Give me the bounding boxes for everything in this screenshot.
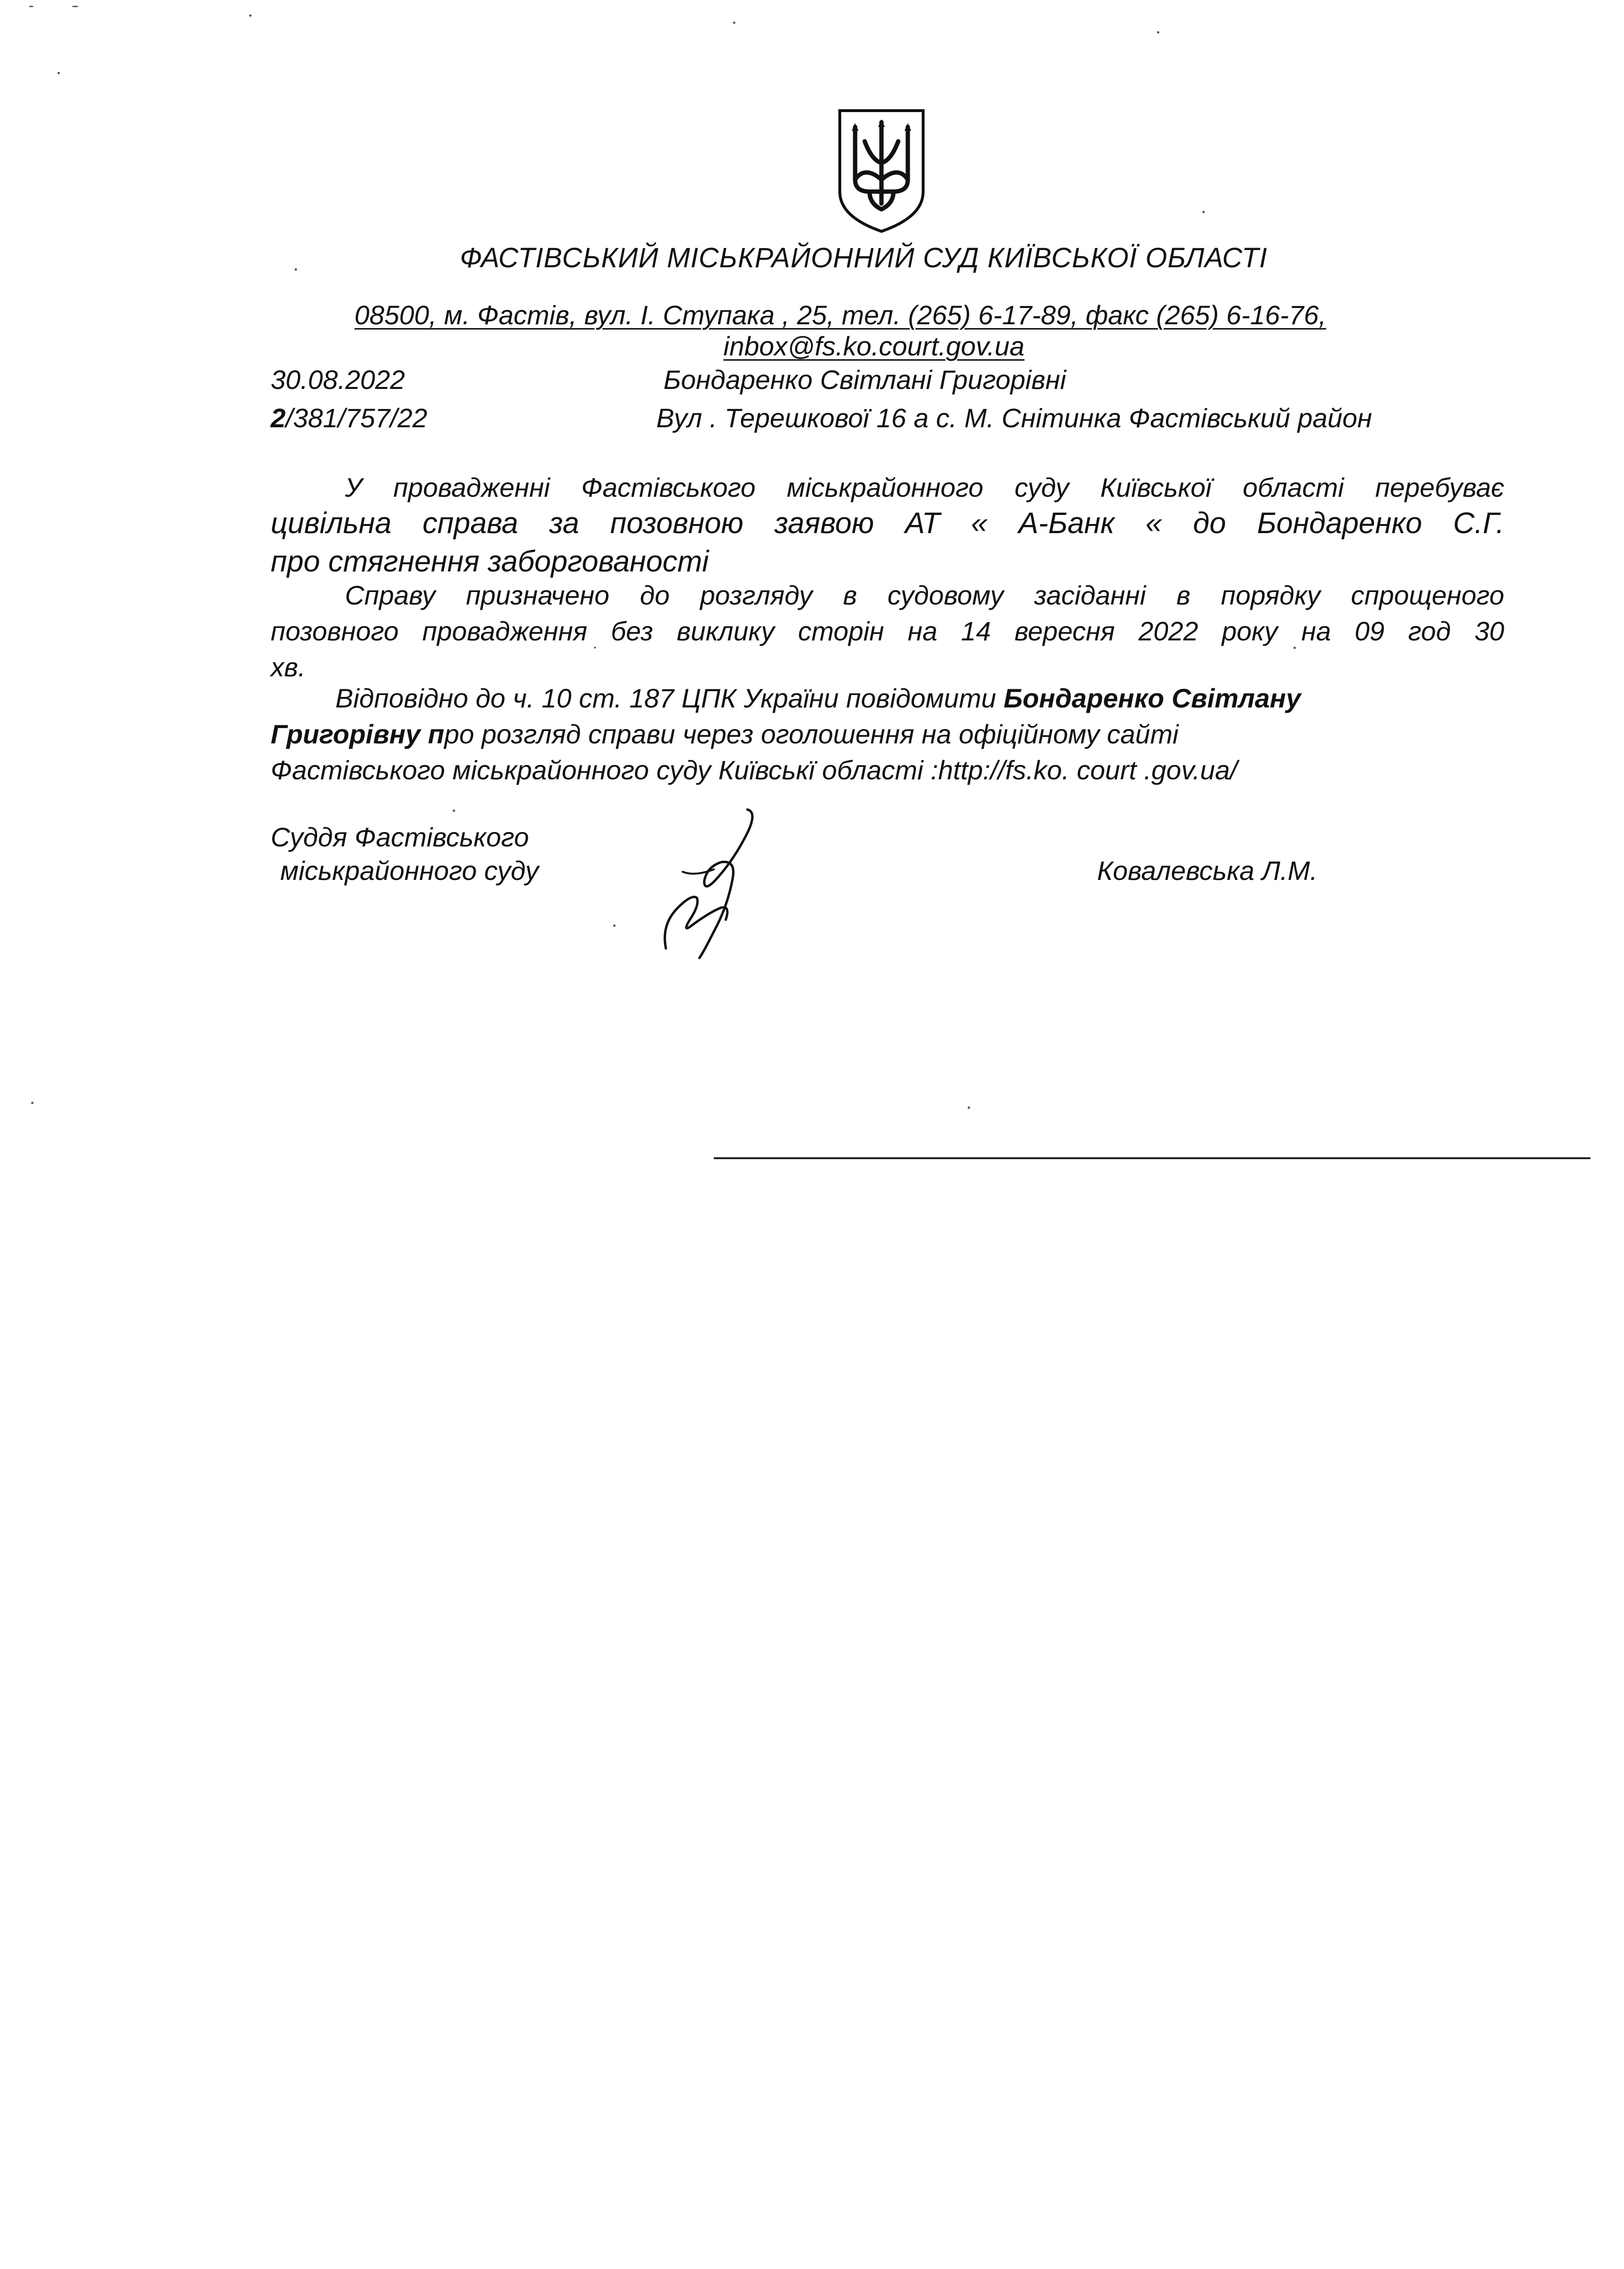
scan-speck xyxy=(733,22,735,24)
document-date: 30.08.2022 xyxy=(271,365,405,395)
case-reference-prefix: 2 xyxy=(271,403,286,433)
scan-speck xyxy=(1202,211,1205,213)
notified-person-patronymic: Григорівну п xyxy=(271,719,445,749)
scan-speck xyxy=(31,1102,34,1104)
paragraph-3-line-2 xyxy=(271,718,1178,750)
notified-person-surname: Бондаренко Світлану xyxy=(1003,683,1301,713)
paragraph-3-line-1 xyxy=(335,683,1301,714)
scan-speck xyxy=(613,924,616,927)
scan-speck xyxy=(57,72,60,74)
paragraph-3-line-1-text: Відповідно до ч. 10 ст. 187 ЦПК України повідомити xyxy=(335,683,1004,713)
recipient-address: Вул . Терешкової 16 а с. М. Снітинка Фастівський район xyxy=(656,403,1372,433)
bottom-divider-line xyxy=(714,1157,1590,1159)
recipient-name: Бондаренко Світлані Григорівні xyxy=(663,365,1066,395)
court-address: 08500, м. Фастів, вул. І. Ступака , 25, тел. (265) 6-17-89, факс (265) 6-16-76, xyxy=(355,300,1327,330)
scan-speck xyxy=(295,268,297,271)
judge-name: Ковалевська Л.М. xyxy=(1097,855,1318,886)
scan-speck xyxy=(29,6,34,7)
scan-speck xyxy=(1293,647,1296,649)
scan-speck xyxy=(249,14,252,17)
scan-speck xyxy=(1157,31,1159,34)
scan-speck xyxy=(594,647,596,649)
court-email: inbox@fs.ko.court.gov.ua xyxy=(723,331,1025,361)
paragraph-2-line-1: Справу призначено до розгляду в судовому засіданні в порядку спрощеного xyxy=(345,580,1504,610)
judge-title-line-1: Суддя Фастівського xyxy=(271,822,529,852)
case-reference xyxy=(271,402,427,434)
paragraph-3-line-3: Фастівського міськрайонного суду Київськї області :http://fs.ko. court .gov.ua/ xyxy=(271,755,1237,785)
paragraph-1-line-2: цивільна справа за позовною заявою АТ « А-Банк « до Бондаренко С.Г. xyxy=(271,507,1504,540)
paragraph-1-line-1: У провадженні Фастівського міськрайонного суду Київської області перебуває xyxy=(345,472,1504,502)
court-name-heading: ФАСТІВСЬКИЙ МІСЬКРАЙОННИЙ СУД КИЇВСЬКОЇ ОБЛАСТІ xyxy=(460,242,1268,274)
paragraph-1-line-3: про стягнення заборгованості xyxy=(271,545,709,578)
handwritten-signature-icon xyxy=(637,805,781,963)
paragraph-2-line-3: хв. xyxy=(271,652,306,682)
scan-speck xyxy=(968,1106,970,1109)
scan-speck xyxy=(453,810,455,812)
ukraine-trident-emblem-icon xyxy=(836,108,927,235)
paragraph-3-line-2-text: ро розгляд справи через оголошення на офіційному сайті xyxy=(444,719,1179,749)
case-reference-number: /381/757/22 xyxy=(286,403,427,433)
judge-title-line-2: міськрайонного суду xyxy=(280,855,539,886)
scan-speck xyxy=(72,6,79,7)
paragraph-2-line-2: позовного провадження без виклику сторін на 14 вересня 2022 року на 09 год 30 xyxy=(271,616,1504,646)
